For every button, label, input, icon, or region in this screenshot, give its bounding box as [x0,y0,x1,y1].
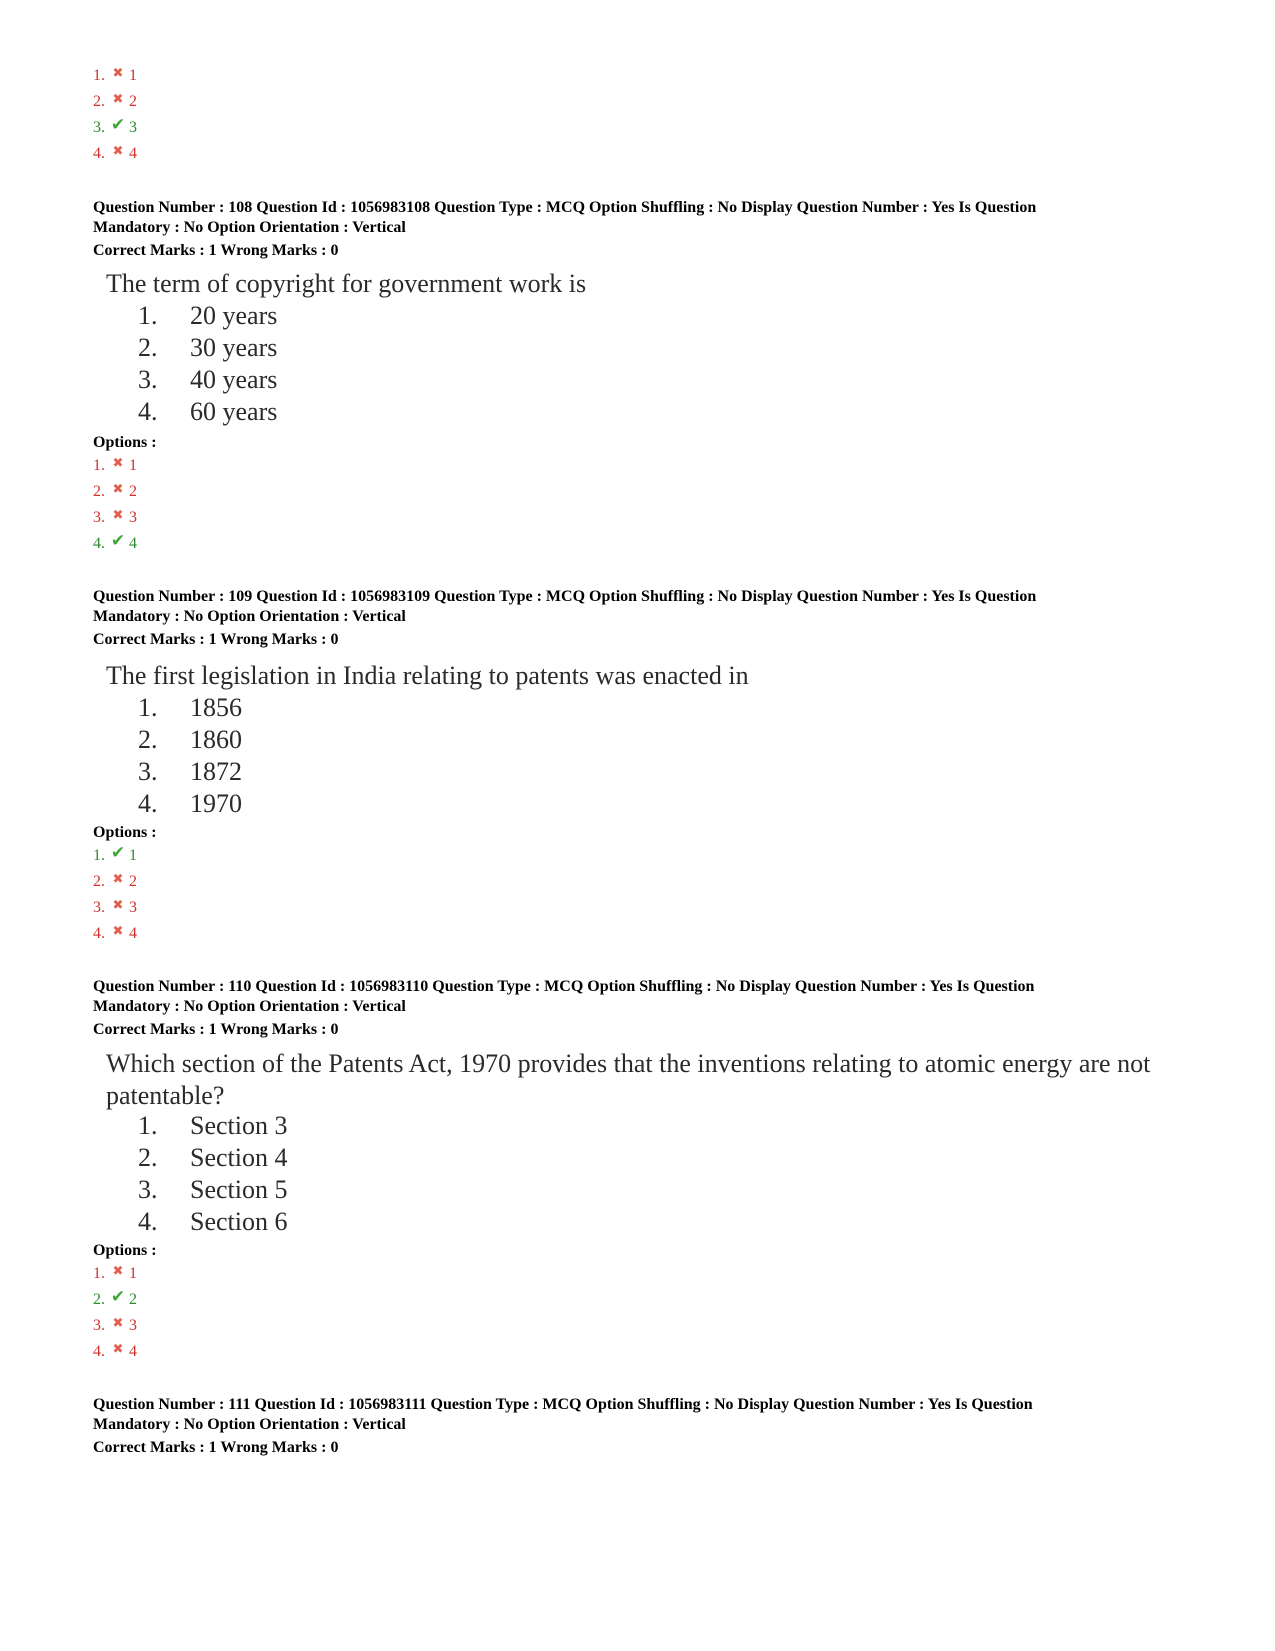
marks-line: Correct Marks : 1 Wrong Marks : 0 [93,242,339,259]
choice-item: 4. 60 years [138,397,278,426]
marks-line: Correct Marks : 1 Wrong Marks : 0 [93,631,339,648]
meta-line-1: Question Number : 108 Question Id : 1056983108 Question Type : MCQ Option Shuffling : No Display Question Number : Yes Is Question [93,199,1037,216]
choice-item: 2. 1860 [138,725,242,754]
answer-options [93,450,137,554]
choice-item: 3. 1872 [138,757,242,786]
options-label: Options : [93,434,157,451]
option-row: 4. ✖ 4 [93,138,137,164]
meta-line-1: Question Number : 111 Question Id : 1056983111 Question Type : MCQ Option Shuffling : No Display Question Number : Yes Is Question [93,1396,1033,1413]
cross-icon: ✖ [112,871,124,886]
option-row: 1. ✔ 1 [93,840,137,866]
choice-item: 2. 30 years [138,333,278,362]
marks-line: Correct Marks : 1 Wrong Marks : 0 [93,1439,339,1456]
option-row: 2. ✖ 2 [93,866,137,892]
meta-line-2: Mandatory : No Option Orientation : Vertical [93,1416,406,1433]
cross-icon: ✖ [112,507,124,522]
option-row: 2. ✖ 2 [93,476,137,502]
cross-icon: ✖ [112,1341,124,1356]
options-label: Options : [93,1242,157,1259]
question-choices [138,1110,288,1238]
question-meta [93,977,1173,1040]
cross-icon: ✖ [112,897,124,912]
choice-item: 1. 20 years [138,301,278,330]
options-label: Options : [93,824,157,841]
option-row: 1. ✖ 1 [93,1258,137,1284]
question-stem: The term of copyright for government work is [106,269,587,298]
meta-line-2: Mandatory : No Option Orientation : Vertical [93,219,406,236]
check-icon: ✔ [110,115,126,134]
cross-icon: ✖ [112,1315,124,1330]
meta-line-1: Question Number : 110 Question Id : 1056983110 Question Type : MCQ Option Shuffling : No Display Question Number : Yes Is Question [93,978,1035,995]
option-row: 4. ✖ 4 [93,918,137,944]
cross-icon: ✖ [112,65,124,80]
option-row: 3. ✖ 3 [93,1310,137,1336]
option-row: 4. ✖ 4 [93,1336,137,1362]
marks-line: Correct Marks : 1 Wrong Marks : 0 [93,1021,339,1038]
question-choices [138,692,242,820]
question-meta [93,1395,1173,1458]
option-row: 3. ✔ 3 [93,112,137,138]
check-icon: ✔ [110,531,126,550]
previous-question-options [93,60,137,164]
answer-options [93,1258,137,1362]
choice-item: 2. Section 4 [138,1143,288,1172]
cross-icon: ✖ [112,1263,124,1278]
meta-line-1: Question Number : 109 Question Id : 1056983109 Question Type : MCQ Option Shuffling : No Display Question Number : Yes Is Question [93,588,1037,605]
check-icon: ✔ [110,1287,126,1306]
choice-item: 3. 40 years [138,365,278,394]
meta-line-2: Mandatory : No Option Orientation : Vertical [93,608,406,625]
cross-icon: ✖ [112,91,124,106]
option-row: 3. ✖ 3 [93,502,137,528]
question-stem: Which section of the Patents Act, 1970 provides that the inventions relating to atomic energy are not patentable? [106,1049,1151,1110]
question-meta [93,198,1173,261]
choice-item: 4. Section 6 [138,1207,288,1236]
choice-item: 1. 1856 [138,693,242,722]
option-row: 4. ✔ 4 [93,528,137,554]
check-icon: ✔ [110,843,126,862]
question-stem: The first legislation in India relating to patents was enacted in [106,661,749,690]
option-row: 1. ✖ 1 [93,450,137,476]
choice-item: 4. 1970 [138,789,242,818]
option-row: 2. ✔ 2 [93,1284,137,1310]
cross-icon: ✖ [112,923,124,938]
question-choices [138,300,277,428]
question-meta [93,587,1173,650]
answer-options [93,840,137,944]
option-row: 2. ✖ 2 [93,86,137,112]
option-row: 3. ✖ 3 [93,892,137,918]
choice-item: 1. Section 3 [138,1111,288,1140]
option-row: 1. ✖ 1 [93,60,137,86]
cross-icon: ✖ [112,481,124,496]
cross-icon: ✖ [112,143,124,158]
cross-icon: ✖ [112,455,124,470]
choice-item: 3. Section 5 [138,1175,288,1204]
meta-line-2: Mandatory : No Option Orientation : Vertical [93,998,406,1015]
